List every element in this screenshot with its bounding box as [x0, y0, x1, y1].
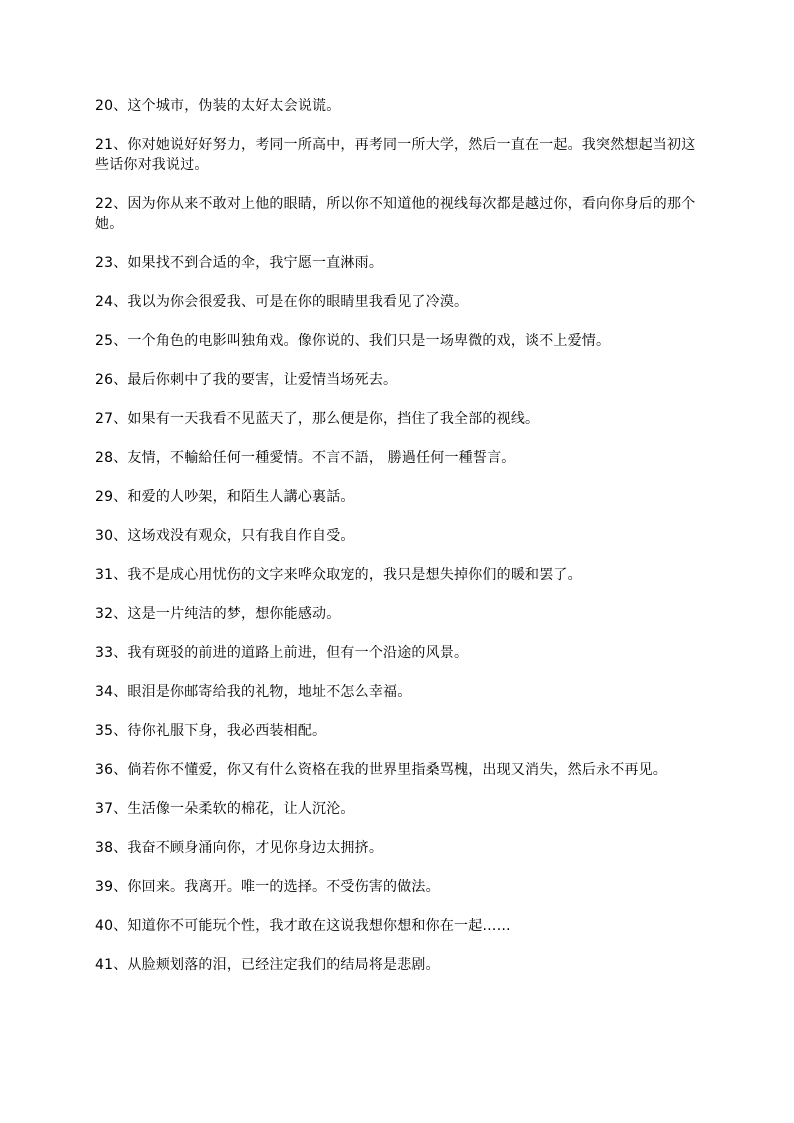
list-item: 34、眼泪是你邮寄给我的礼物，地址不怎么幸福。	[95, 684, 412, 700]
list-item: 36、倘若你不懂爱，你又有什么资格在我的世界里指桑骂槐，出现又消失，然后永不再见。	[95, 762, 668, 778]
list-item: 37、生活像一朵柔软的棉花，让人沉沦。	[95, 801, 355, 817]
list-item: 30、这场戏没有观众，只有我自作自受。	[95, 528, 355, 544]
list-item: 39、你回来。我离开。唯一的选择。不受伤害的做法。	[95, 879, 440, 895]
list-item: 29、和爱的人吵架，和陌生人講心裏話。	[95, 489, 355, 505]
list-item: 40、知道你不可能玩个性，我才敢在这说我想你想和你在一起……	[95, 918, 511, 934]
list-item: 22、因为你从来不敢对上他的眼睛，所以你不知道他的视线每次都是越过你，看向你身后的那个她。	[95, 196, 696, 232]
list-item: 25、一个角色的电影叫独角戏。像你说的、我们只是一场卑微的戏，谈不上爱情。	[95, 333, 611, 349]
list-item: 33、我有斑驳的前进的道路上前进，但有一个沿途的风景。	[95, 645, 469, 661]
list-item: 26、最后你刺中了我的要害，让爱情当场死去。	[95, 372, 398, 388]
list-item: 20、这个城市，伪装的太好太会说谎。	[95, 98, 341, 114]
list-item: 28、友情，不輸給任何一種愛情。不言不語， 勝過任何一種誓言。	[95, 450, 516, 466]
list-item: 21、你对她说好好努力，考同一所高中，再考同一所大学，然后一直在一起。我突然想起当初这些话你对我说过。	[95, 137, 696, 173]
list-item: 27、如果有一天我看不见蓝天了，那么便是你，挡住了我全部的视线。	[95, 411, 540, 427]
list-item: 32、这是一片纯洁的梦，想你能感动。	[95, 606, 341, 622]
list-item: 31、我不是成心用忧伤的文字来哗众取宠的，我只是想失掉你们的暖和罢了。	[95, 567, 582, 583]
list-item: 35、待你礼服下身，我必西装相配。	[95, 723, 327, 739]
quote-list	[95, 96, 700, 994]
list-item: 24、我以为你会很爱我、可是在你的眼睛里我看见了冷漠。	[95, 294, 469, 310]
list-item: 41、从脸颊划落的泪，已经注定我们的结局将是悲剧。	[95, 957, 440, 973]
list-item: 23、如果找不到合适的伞，我宁愿一直淋雨。	[95, 255, 384, 271]
list-item: 38、我奋不顾身涌向你，才见你身边太拥挤。	[95, 840, 384, 856]
